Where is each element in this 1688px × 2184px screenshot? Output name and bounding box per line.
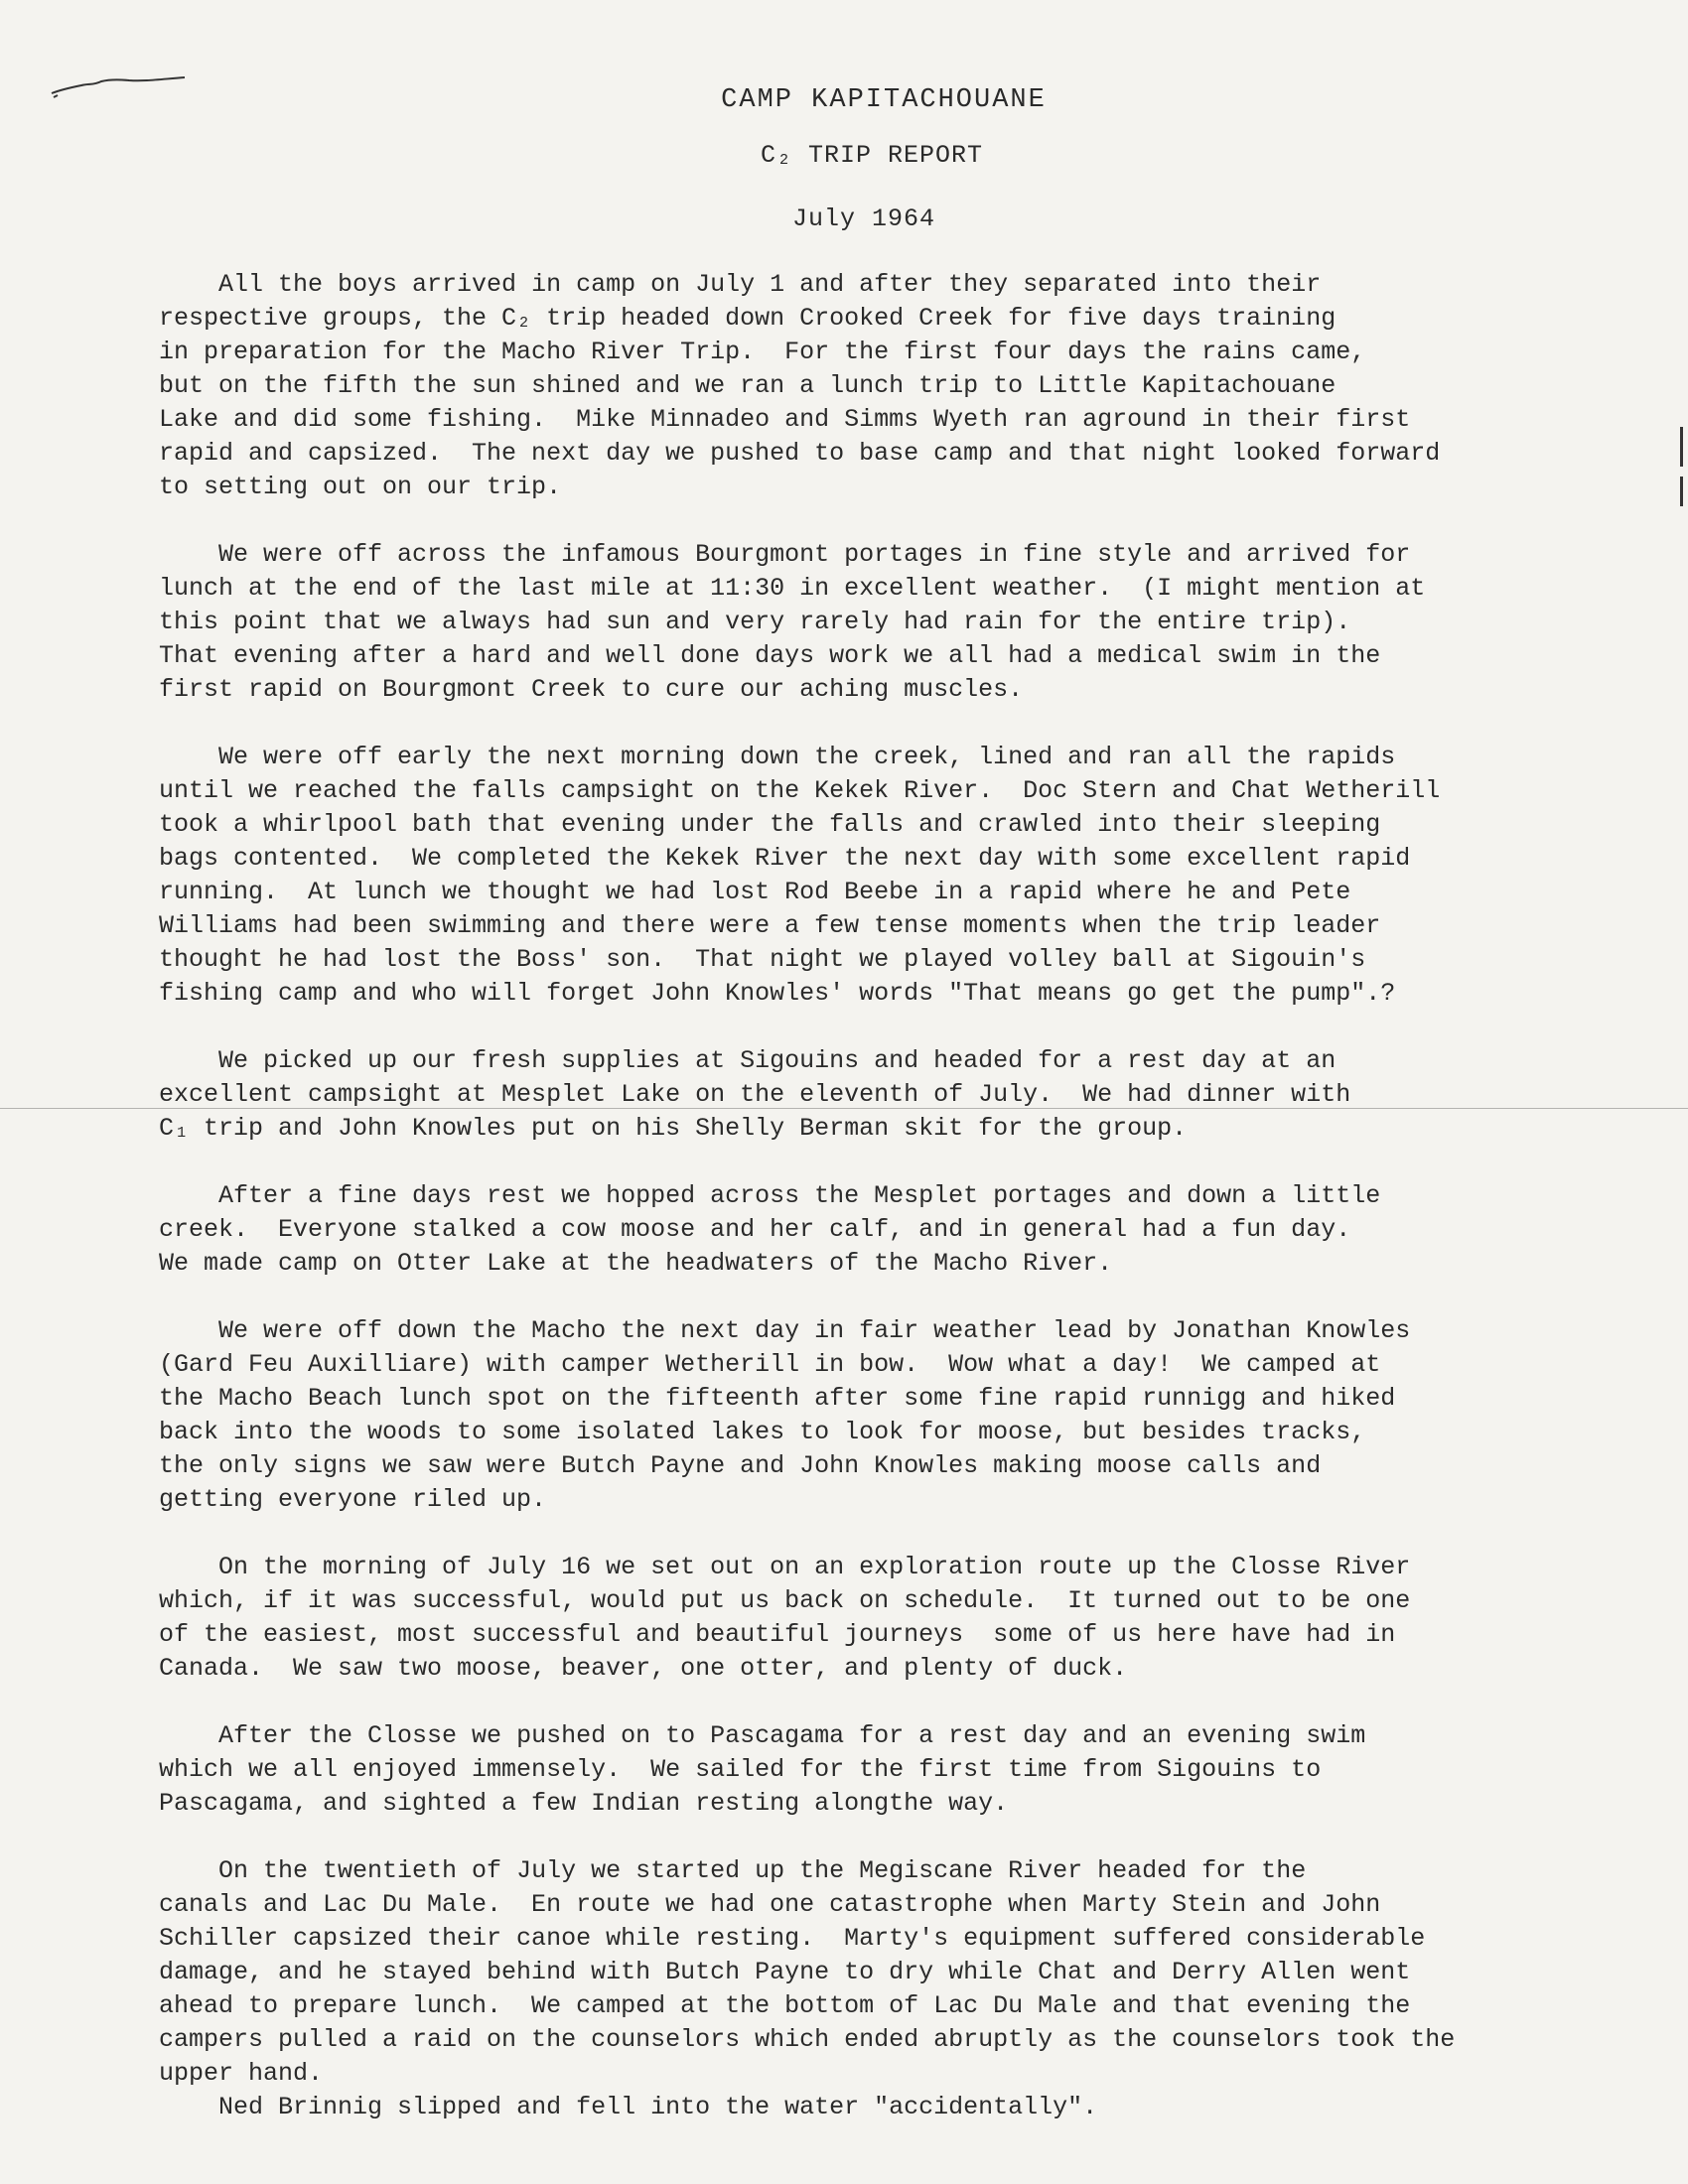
document-title: CAMP KAPITACHOUANE <box>721 85 1047 115</box>
document-subtitle: C₂ TRIP REPORT <box>760 141 984 170</box>
paragraph-pascagama: After the Closse we pushed on to Pascagama for a rest day and an evening swim which we all enjoyed immensely. We sailed for the first time from Sigouins to Pascagama, and sighted a few Indian resting alongthe way. <box>159 1721 1366 1818</box>
document-date: July 1964 <box>791 205 936 233</box>
paragraph-mesplet-lake: We picked up our fresh supplies at Sigouins and headed for a rest day at an excellent campsight at Mesplet Lake on the eleventh of July. We had dinner with C₁ trip and John Knowles put on his Shelly Berman skit for the group. <box>159 1046 1351 1143</box>
paragraph-training: All the boys arrived in camp on July 1 and after they separated into their respective groups, the C₂ trip headed down Crooked Creek for five days training in preparation for the Macho River Trip. For the first four days the rains came, but on the fifth the sun shined and we ran a lunch trip to Little Kapitachouane Lake and did some fishing. Mike Minnadeo and Simms Wyeth ran aground in their first rapid and capsized. The next day we pushed to base camp and that night looked forward to setting out on our trip. <box>159 270 1441 501</box>
paragraph-closse: On the morning of July 16 we set out on an exploration route up the Closse River which, if it was successful, would put us back on schedule. It turned out to be one of the easiest, most successful and beautiful journeys some of us here have had in Canada. We saw two moose, beaver, one otter, and plenty of duck. <box>159 1553 1411 1683</box>
scan-edge-mark <box>1680 427 1683 467</box>
scan-crease-line <box>0 1108 1688 1109</box>
report-body <box>159 268 1589 2124</box>
scan-edge-mark <box>1680 477 1683 506</box>
paragraph-megiscane: On the twentieth of July we started up the Megiscane River headed for the canals and Lac Du Male. En route we had one catastrophe when Marty Stein and John Schiller capsized their canoe while resting. Marty's equipment suffered considerable damage, and he stayed behind with Butch Payne to dry while Chat and Derry Allen went ahead to prepare lunch. We camped at the bottom of Lac Du Male and that evening the campers pulled a raid on the counselors which ended abruptly as the counselors took the upper hand. Ned Brinnig slipped and fell into the water "accidentally". <box>159 1856 1456 2121</box>
paragraph-macho: We were off down the Macho the next day in fair weather lead by Jonathan Knowles (Gard Feu Auxilliare) with camper Wetherill in bow. Wow what a day! We camped at the Macho Beach lunch spot on the fifteenth after some fine rapid runnigg and hiked back into the woods to some isolated lakes to look for moose, but besides tracks, the only signs we saw were Butch Payne and John Knowles making moose calls and getting everyone riled up. <box>159 1316 1411 1514</box>
paragraph-kekek: We were off early the next morning down the creek, lined and ran all the rapids until we reached the falls campsight on the Kekek River. Doc Stern and Chat Wetherill took a whirlpool bath that evening under the falls and crawled into their sleeping bags contented. We completed the Kekek River the next day with some excellent rapid running. At lunch we thought we had lost Rod Beebe in a rapid where he and Pete Williams had been swimming and there were a few tense moments when the trip leader thought he had lost the Boss' son. That night we played volley ball at Sigouin's fishing camp and who will forget John Knowles' words "That means go get the pump".? <box>159 743 1441 1008</box>
paragraph-bourgmont: We were off across the infamous Bourgmont portages in fine style and arrived for lunch at the end of the last mile at 11:30 in excellent weather. (I might mention at this point that we always had sun and very rarely had rain for the entire trip). That evening after a hard and well done days work we all had a medical swim in the first rapid on Bourgmont Creek to cure our aching muscles. <box>159 540 1426 704</box>
paragraph-otter-lake: After a fine days rest we hopped across the Mesplet portages and down a little creek. Everyone stalked a cow moose and her calf, and in general had a fun day. We made camp on Otter Lake at the headwaters of the Macho River. <box>159 1181 1381 1278</box>
